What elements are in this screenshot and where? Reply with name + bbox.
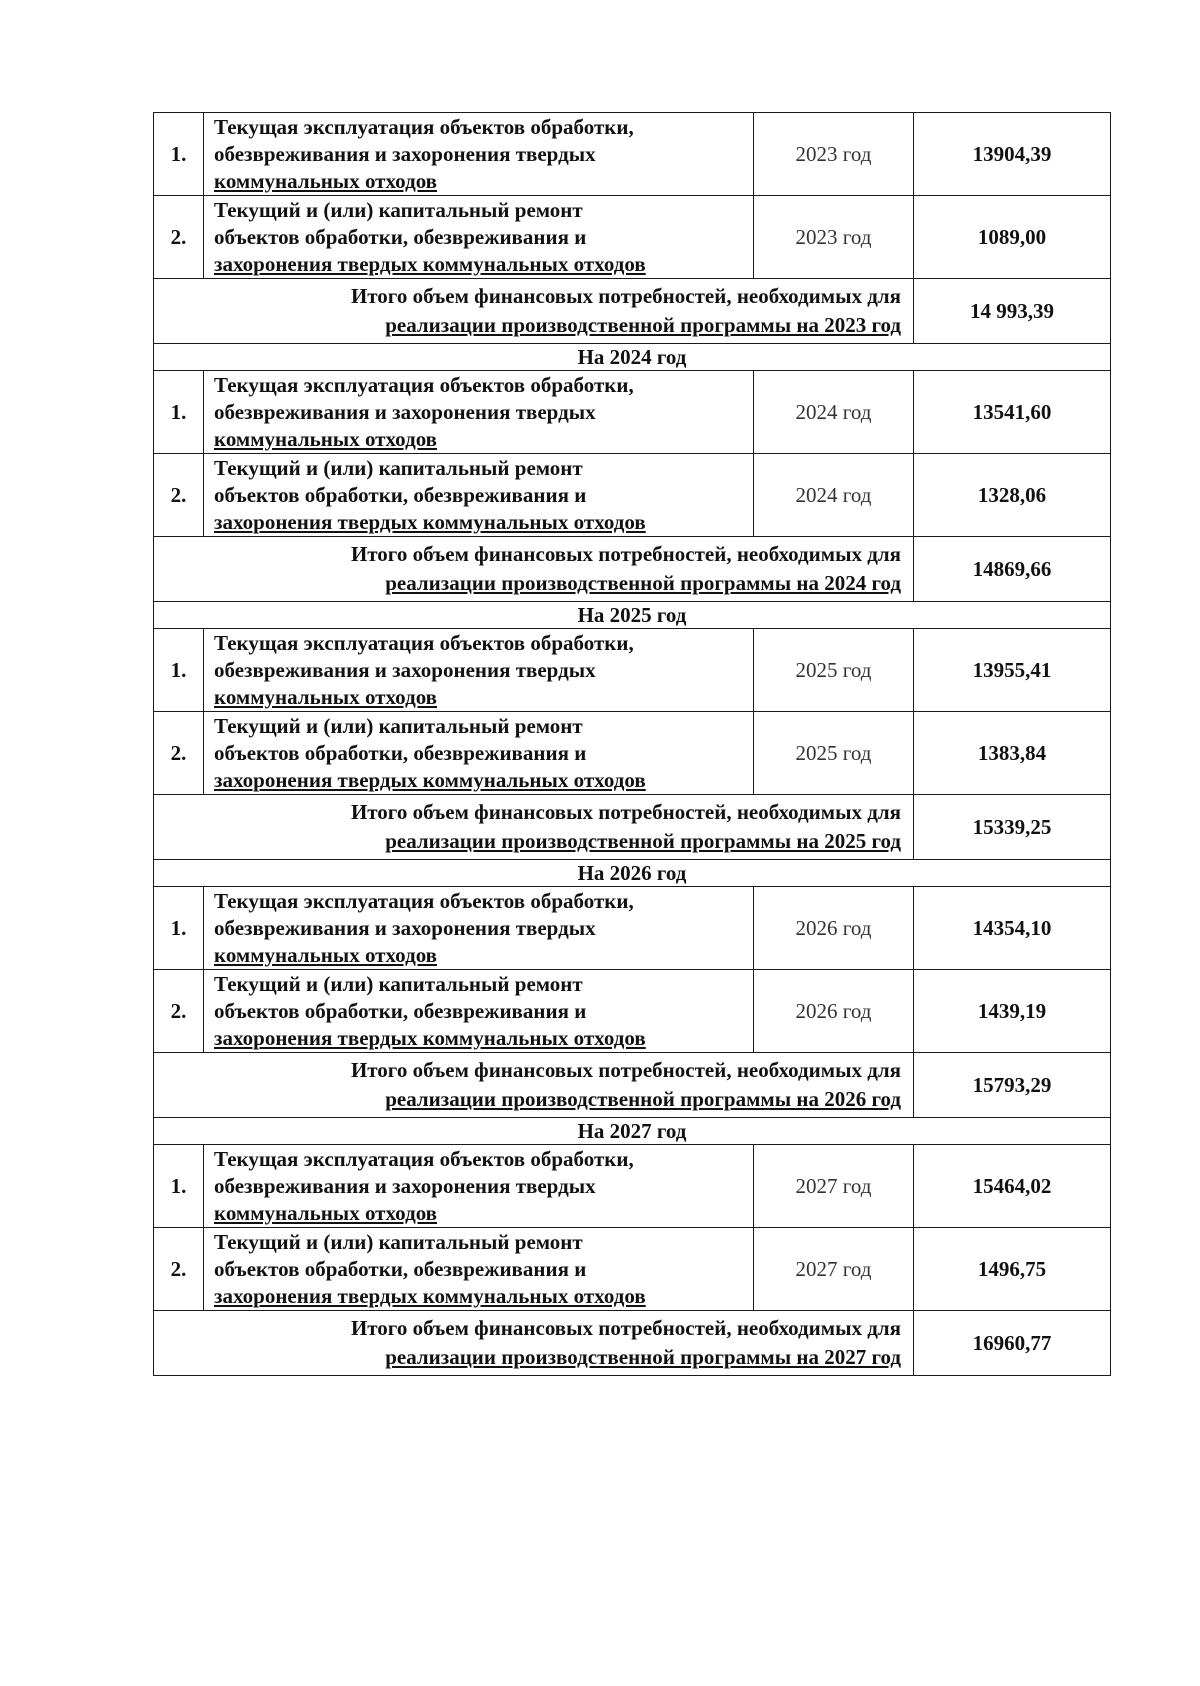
row-year: 2027 год [754, 1145, 914, 1228]
total-label-line: Итого объем финансовых потребностей, необходимых для [350, 1316, 901, 1340]
row-description [204, 196, 754, 279]
table-row [154, 887, 1111, 970]
description-line: обезвреживания и захоронения твердых [214, 657, 596, 682]
description-line: Текущий и (или) капитальный ремонт [214, 197, 583, 222]
row-description [204, 629, 754, 712]
row-year: 2024 год [754, 371, 914, 454]
financial-needs-table [153, 112, 1111, 1376]
row-year: 2023 год [754, 196, 914, 279]
description-line: Текущий и (или) капитальный ремонт [214, 971, 583, 996]
table-row [154, 454, 1111, 537]
total-row [154, 1311, 1111, 1376]
description-line: обезвреживания и захоронения твердых [214, 1173, 596, 1198]
row-value: 15464,02 [914, 1145, 1111, 1228]
description-line: захоронения твердых коммунальных отходов [214, 251, 646, 276]
total-row [154, 795, 1111, 860]
total-label [154, 279, 914, 344]
row-year: 2026 год [754, 887, 914, 970]
total-row [154, 1053, 1111, 1118]
section-title: На 2025 год [154, 602, 1111, 629]
description-line: объектов обработки, обезвреживания и [214, 482, 587, 507]
description-line: объектов обработки, обезвреживания и [214, 1256, 587, 1281]
total-label-line: реализации производственной программы на 2024 год [385, 571, 901, 595]
row-description [204, 970, 754, 1053]
total-row [154, 537, 1111, 602]
total-label [154, 1053, 914, 1118]
table-row [154, 113, 1111, 196]
row-description [204, 1145, 754, 1228]
table-row [154, 970, 1111, 1053]
total-label-line: Итого объем финансовых потребностей, необходимых для [350, 800, 901, 824]
description-line: обезвреживания и захоронения твердых [214, 141, 596, 166]
total-label-line: реализации производственной программы на 2025 год [385, 829, 901, 853]
row-year: 2026 год [754, 970, 914, 1053]
row-value: 13541,60 [914, 371, 1111, 454]
row-description [204, 371, 754, 454]
description-line: Текущая эксплуатация объектов обработки, [214, 888, 634, 913]
row-number: 1. [154, 887, 204, 970]
row-value: 1383,84 [914, 712, 1111, 795]
total-label [154, 795, 914, 860]
description-line: обезвреживания и захоронения твердых [214, 915, 596, 940]
table-row [154, 196, 1111, 279]
section-header-row [154, 344, 1111, 371]
row-number: 1. [154, 371, 204, 454]
table-row [154, 629, 1111, 712]
total-label-line: реализации производственной программы на 2023 год [385, 313, 901, 337]
table-row [154, 371, 1111, 454]
total-value: 14 993,39 [914, 279, 1111, 344]
row-value: 13904,39 [914, 113, 1111, 196]
row-value: 13955,41 [914, 629, 1111, 712]
total-label [154, 1311, 914, 1376]
row-number: 2. [154, 196, 204, 279]
total-value: 16960,77 [914, 1311, 1111, 1376]
description-line: Текущий и (или) капитальный ремонт [214, 713, 583, 738]
financial-needs-table-body [154, 113, 1111, 1376]
total-value: 15793,29 [914, 1053, 1111, 1118]
row-value: 1496,75 [914, 1228, 1111, 1311]
row-description [204, 887, 754, 970]
row-number: 2. [154, 1228, 204, 1311]
row-value: 1439,19 [914, 970, 1111, 1053]
total-label-line: Итого объем финансовых потребностей, необходимых для [350, 542, 901, 566]
total-label-line: реализации производственной программы на 2027 год [385, 1345, 901, 1369]
row-description [204, 454, 754, 537]
description-line: объектов обработки, обезвреживания и [214, 740, 587, 765]
row-value: 1328,06 [914, 454, 1111, 537]
total-value: 15339,25 [914, 795, 1111, 860]
total-value: 14869,66 [914, 537, 1111, 602]
description-line: коммунальных отходов [214, 684, 438, 709]
row-description [204, 712, 754, 795]
description-line: захоронения твердых коммунальных отходов [214, 1283, 646, 1308]
row-value: 1089,00 [914, 196, 1111, 279]
total-row [154, 279, 1111, 344]
total-label-line: реализации производственной программы на 2026 год [385, 1087, 901, 1111]
row-number: 1. [154, 113, 204, 196]
description-line: Текущая эксплуатация объектов обработки, [214, 114, 634, 139]
description-line: захоронения твердых коммунальных отходов [214, 1025, 646, 1050]
table-row [154, 712, 1111, 795]
row-year: 2023 год [754, 113, 914, 196]
description-line: Текущий и (или) капитальный ремонт [214, 1229, 583, 1254]
description-line: объектов обработки, обезвреживания и [214, 224, 587, 249]
description-line: коммунальных отходов [214, 426, 438, 451]
row-description [204, 113, 754, 196]
total-label-line: Итого объем финансовых потребностей, необходимых для [350, 284, 901, 308]
row-number: 1. [154, 629, 204, 712]
description-line: Текущая эксплуатация объектов обработки, [214, 630, 634, 655]
section-title: На 2027 год [154, 1118, 1111, 1145]
row-year: 2025 год [754, 712, 914, 795]
description-line: захоронения твердых коммунальных отходов [214, 767, 646, 792]
description-line: Текущая эксплуатация объектов обработки, [214, 1146, 634, 1171]
section-title: На 2026 год [154, 860, 1111, 887]
row-description [204, 1228, 754, 1311]
description-line: Текущий и (или) капитальный ремонт [214, 455, 583, 480]
description-line: Текущая эксплуатация объектов обработки, [214, 372, 634, 397]
row-value: 14354,10 [914, 887, 1111, 970]
description-line: захоронения твердых коммунальных отходов [214, 509, 646, 534]
description-line: объектов обработки, обезвреживания и [214, 998, 587, 1023]
total-label-line: Итого объем финансовых потребностей, необходимых для [350, 1058, 901, 1082]
section-title: На 2024 год [154, 344, 1111, 371]
row-number: 2. [154, 454, 204, 537]
description-line: коммунальных отходов [214, 942, 438, 967]
section-header-row [154, 602, 1111, 629]
total-label [154, 537, 914, 602]
row-number: 2. [154, 970, 204, 1053]
description-line: коммунальных отходов [214, 1200, 438, 1225]
table-row [154, 1145, 1111, 1228]
description-line: коммунальных отходов [214, 168, 438, 193]
row-year: 2025 год [754, 629, 914, 712]
description-line: обезвреживания и захоронения твердых [214, 399, 596, 424]
row-year: 2027 год [754, 1228, 914, 1311]
row-number: 2. [154, 712, 204, 795]
table-row [154, 1228, 1111, 1311]
row-year: 2024 год [754, 454, 914, 537]
section-header-row [154, 1118, 1111, 1145]
section-header-row [154, 860, 1111, 887]
row-number: 1. [154, 1145, 204, 1228]
